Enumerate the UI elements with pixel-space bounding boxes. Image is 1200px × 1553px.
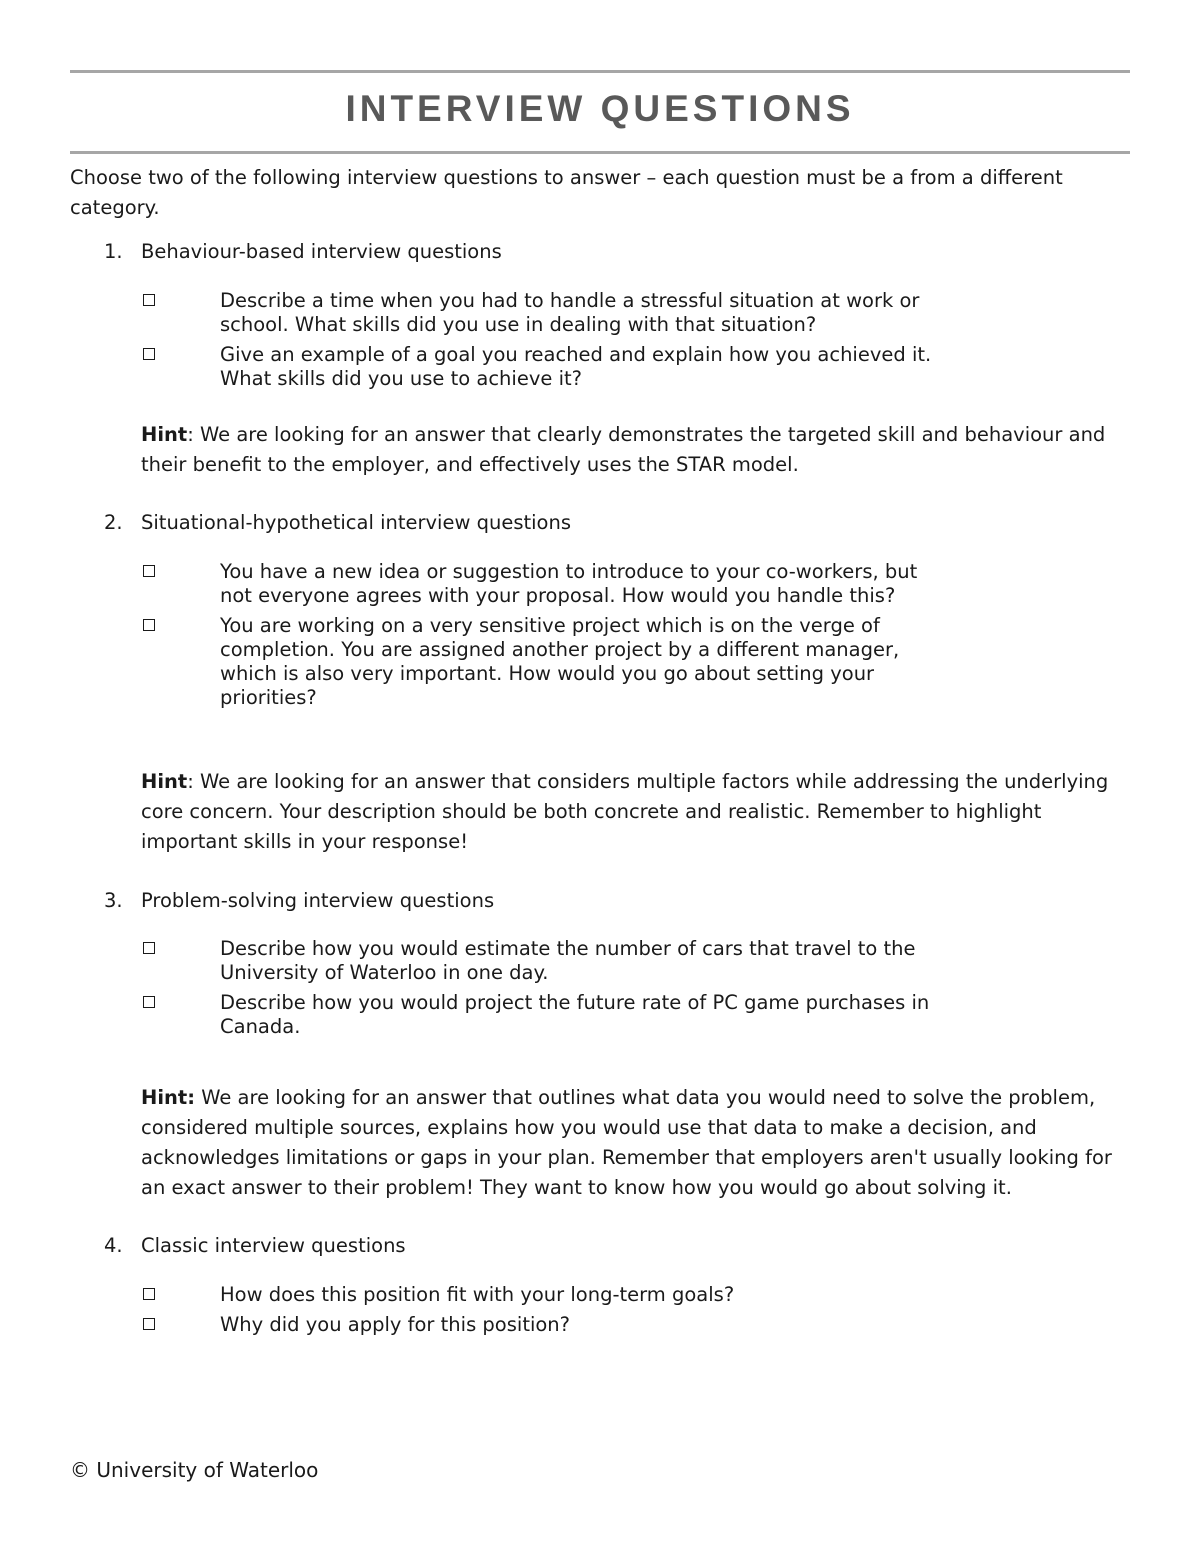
hint-text: : We are looking for an answer that clearly demonstrates the targeted skill and behaviour and their benefit to the employer, and effectively uses the STAR model. — [141, 423, 1106, 476]
question-text: Describe how you would estimate the number of cars that travel to the University of Waterloo in one day. — [220, 937, 916, 984]
checkbox-icon[interactable] — [143, 1318, 155, 1330]
intro-text: Choose two of the following interview questions to answer – each question must be a from a different category. — [70, 166, 1063, 219]
checkbox-icon[interactable] — [143, 942, 155, 954]
checkbox-icon[interactable] — [143, 996, 155, 1008]
question-text: You are working on a very sensitive project which is on the verge of completion. You are assigned another project by a different manager, which is also very important. How would you go about setting your priorities? — [220, 614, 900, 709]
question-text: Give an example of a goal you reached and explain how you achieved it. What skills did you use to achieve it? — [220, 343, 932, 390]
hint-paragraph — [141, 1083, 1131, 1203]
checkbox-icon[interactable] — [143, 619, 155, 631]
section-number: 1. — [104, 240, 123, 263]
section-heading-behaviour — [104, 237, 502, 267]
section-title: Problem-solving interview questions — [141, 889, 495, 912]
hint-label: Hint — [141, 423, 188, 446]
question-item — [141, 343, 961, 391]
page-title: INTERVIEW QUESTIONS — [345, 88, 855, 129]
section-number: 4. — [104, 1234, 123, 1257]
section-heading-classic — [104, 1231, 406, 1261]
question-text: Describe how you would project the future rate of PC game purchases in Canada. — [220, 991, 930, 1038]
section-title: Classic interview questions — [141, 1234, 406, 1257]
question-text: You have a new idea or suggestion to introduce to your co-workers, but not everyone agrees with your proposal. How would you handle this? — [220, 560, 918, 607]
section-number: 2. — [104, 511, 123, 534]
question-text: Why did you apply for this position? — [220, 1313, 571, 1336]
hint-paragraph — [141, 767, 1131, 857]
copyright-footer: © University of Waterloo — [70, 1458, 319, 1482]
hint-label: Hint — [141, 770, 188, 793]
section-heading-problem-solving — [104, 886, 494, 916]
question-item — [141, 289, 961, 337]
question-item — [141, 1283, 961, 1307]
section-heading-situational — [104, 508, 571, 538]
question-item — [141, 937, 961, 985]
section-title: Behaviour-based interview questions — [141, 240, 502, 263]
checkbox-icon[interactable] — [143, 348, 155, 360]
checkbox-icon[interactable] — [143, 565, 155, 577]
hint-text: We are looking for an answer that outlines what data you would need to solve the problem, considered multiple sources, explains how you would use that data to make a decision, and acknowledges limitations or gaps in your plan. Remember that employers aren't usually looking for an exact answer to their problem! They want to know how you would go about solving it. — [141, 1086, 1112, 1199]
question-item — [141, 991, 961, 1039]
hint-label: Hint: — [141, 1086, 196, 1109]
question-item — [141, 1313, 961, 1337]
title-divider — [70, 151, 1130, 154]
section-number: 3. — [104, 889, 123, 912]
question-item — [141, 560, 961, 608]
section-title: Situational-hypothetical interview questions — [141, 511, 572, 534]
hint-paragraph — [141, 420, 1131, 480]
checkbox-icon[interactable] — [143, 1288, 155, 1300]
hint-text: : We are looking for an answer that considers multiple factors while addressing the underlying core concern. Your description should be both concrete and realistic. Remember to highlight important skills in your response! — [141, 770, 1109, 853]
checkbox-icon[interactable] — [143, 294, 155, 306]
top-divider — [70, 70, 1130, 73]
question-text: Describe a time when you had to handle a stressful situation at work or school. What skills did you use in dealing with that situation? — [220, 289, 920, 336]
question-item — [141, 614, 961, 710]
question-text: How does this position fit with your long-term goals? — [220, 1283, 735, 1306]
